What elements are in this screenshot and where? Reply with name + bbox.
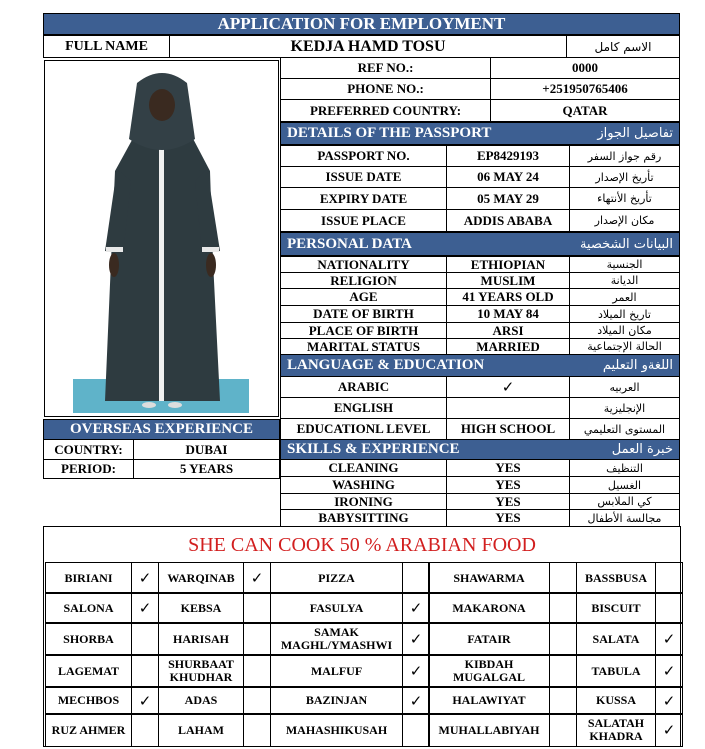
religion-value: MUSLIM [446, 272, 570, 289]
overseas-country-label: COUNTRY: [43, 439, 134, 460]
food-shorba: SHORBA [45, 622, 132, 656]
food-tabula-check-icon: ✓ [655, 654, 683, 688]
overseas-period-label: PERIOD: [43, 459, 134, 479]
issue-date-ar: تأريخ الإصدار [569, 166, 680, 188]
passport-header-ar: تفاصيل الجواز [597, 126, 673, 141]
phone-value: +251950765406 [490, 78, 680, 100]
nationality-ar: الجنسية [569, 256, 680, 273]
full-name-value: KEDJA HAMD TOSU [169, 35, 567, 58]
food-bazinjan: BAZINJAN [270, 686, 403, 715]
food-pizza: PIZZA [270, 562, 403, 594]
dob-value: 10 MAY 84 [446, 305, 570, 323]
pob-ar: مكان الميلاد [569, 322, 680, 339]
food-warqinab: WARQINAB [158, 562, 244, 594]
personal-header-ar: البيانات الشخصية [579, 236, 673, 252]
english-label: ENGLISH [280, 397, 447, 419]
full-name-label: FULL NAME [43, 35, 170, 58]
skills-header [280, 439, 680, 460]
food-makarona: MAKARONA [428, 592, 550, 624]
personal-header-text: PERSONAL DATA [287, 235, 412, 252]
personal-header [280, 232, 680, 256]
full-name-label-ar: الاسم كامل [566, 35, 680, 58]
education-ar: المستوى التعليمي [569, 418, 680, 440]
overseas-header: OVERSEAS EXPERIENCE [43, 419, 280, 440]
arabic-ar: العربيه [569, 376, 680, 398]
marital-value: MARRIED [446, 338, 570, 355]
issue-date-label: ISSUE DATE [280, 166, 447, 188]
food-harisah: HARISAH [158, 622, 244, 656]
food-bassbusa-check-icon [655, 562, 683, 594]
babysitting-label: BABYSITTING [280, 509, 447, 527]
food-shawarma: SHAWARMA [428, 562, 550, 594]
food-kibdah-mugalgal-check-icon [549, 654, 577, 688]
food-halawiyat: HALAWIYAT [428, 686, 550, 715]
cleaning-ar: التنظيف [569, 459, 680, 477]
ref-value: 0000 [490, 57, 680, 79]
food-kebsa-check-icon [243, 592, 271, 624]
language-header [280, 354, 680, 377]
language-header-text: LANGUAGE & EDUCATION [287, 357, 485, 373]
overseas-period-value: 5 YEARS [133, 459, 280, 479]
food-halawiyat-check-icon [549, 686, 577, 715]
food-fatair-check-icon [549, 622, 577, 656]
marital-label: MARITAL STATUS [280, 338, 447, 355]
food-lagemat-check-icon [131, 654, 159, 688]
washing-ar: الغسيل [569, 476, 680, 494]
food-bassbusa: BASSBUSA [576, 562, 656, 594]
person-figure-icon [45, 61, 278, 416]
food-shurbaat-khudhar-check-icon [243, 654, 271, 688]
food-malfuf-check-icon: ✓ [402, 654, 430, 688]
overseas-country-value: DUBAI [133, 439, 280, 460]
food-lagemat: LAGEMAT [45, 654, 132, 688]
food-kussa-check-icon: ✓ [655, 686, 683, 715]
arabic-check-icon: ✓ [446, 376, 570, 398]
age-label: AGE [280, 288, 447, 306]
arabic-label: ARABIC [280, 376, 447, 398]
food-kussa: KUSSA [576, 686, 656, 715]
ref-label: REF NO.: [280, 57, 491, 79]
nationality-value: ETHIOPIAN [446, 256, 570, 273]
food-muhallabiyah: MUHALLABIYAH [428, 713, 550, 747]
pob-label: PLACE OF BIRTH [280, 322, 447, 339]
issue-place-value: ADDIS ABABA [446, 209, 570, 232]
ironing-label: IRONING [280, 493, 447, 510]
page-title: APPLICATION FOR EMPLOYMENT [43, 13, 680, 35]
babysitting-value: YES [446, 509, 570, 527]
dob-ar: تاريخ الميلاد [569, 305, 680, 323]
food-salona-check-icon: ✓ [131, 592, 159, 624]
washing-value: YES [446, 476, 570, 494]
passport-no-ar: رقم جواز السفر [569, 145, 680, 167]
food-adas: ADAS [158, 686, 244, 715]
food-ruz-ahmer-check-icon [131, 713, 159, 747]
food-biriani-check-icon: ✓ [131, 562, 159, 594]
english-ar: الإنجليزية [569, 397, 680, 419]
food-adas-check-icon [243, 686, 271, 715]
education-value: HIGH SCHOOL [446, 418, 570, 440]
food-harisah-check-icon [243, 622, 271, 656]
english-value [446, 397, 570, 419]
expiry-date-label: EXPIRY DATE [280, 187, 447, 210]
preferred-country-label: PREFERRED COUNTRY: [280, 99, 491, 122]
pob-value: ARSI [446, 322, 570, 339]
food-mahashikusah-check-icon [402, 713, 430, 747]
food-ruz-ahmer: RUZ AHMER [45, 713, 132, 747]
language-header-ar: اللغةو التعليم [602, 358, 673, 373]
food-mechbos-check-icon: ✓ [131, 686, 159, 715]
food-warqinab-check-icon: ✓ [243, 562, 271, 594]
food-muhallabiyah-check-icon [549, 713, 577, 747]
cook-title: SHE CAN COOK 50 % ARABIAN FOOD [188, 533, 536, 556]
nationality-label: NATIONALITY [280, 256, 447, 273]
food-samak-maghl-ymashwi-check-icon: ✓ [402, 622, 430, 656]
applicant-photo [44, 60, 279, 417]
food-salatah-khadra-check-icon: ✓ [655, 713, 683, 747]
marital-ar: الحالة الإجتماعية [569, 338, 680, 355]
food-tabula: TABULA [576, 654, 656, 688]
babysitting-ar: مجالسة الأطفال [569, 509, 680, 527]
food-shorba-check-icon [131, 622, 159, 656]
food-salata-check-icon: ✓ [655, 622, 683, 656]
food-laham: LAHAM [158, 713, 244, 747]
ironing-value: YES [446, 493, 570, 510]
food-pizza-check-icon [402, 562, 430, 594]
food-fasulya: FASULYA [270, 592, 403, 624]
food-laham-check-icon [243, 713, 271, 747]
religion-label: RELIGION [280, 272, 447, 289]
ironing-ar: كي الملابس [569, 493, 680, 510]
issue-date-value: 06 MAY 24 [446, 166, 570, 188]
food-kebsa: KEBSA [158, 592, 244, 624]
dob-label: DATE OF BIRTH [280, 305, 447, 323]
food-biriani: BIRIANI [45, 562, 132, 594]
skills-header-ar: خبرة العمل [611, 442, 673, 457]
issue-place-ar: مكان الإصدار [569, 209, 680, 232]
age-value: 41 YEARS OLD [446, 288, 570, 306]
food-mahashikusah: MAHASHIKUSAH [270, 713, 403, 747]
food-fasulya-check-icon: ✓ [402, 592, 430, 624]
food-malfuf: MALFUF [270, 654, 403, 688]
passport-header [280, 122, 680, 145]
food-shurbaat-khudhar: SHURBAAT KHUDHAR [158, 654, 244, 688]
skills-header-text: SKILLS & EXPERIENCE [287, 441, 460, 457]
expiry-date-value: 05 MAY 29 [446, 187, 570, 210]
food-kibdah-mugalgal: KIBDAH MUGALGAL [428, 654, 550, 688]
age-ar: العمر [569, 288, 680, 306]
phone-label: PHONE NO.: [280, 78, 491, 100]
expiry-date-ar: تأريخ الأنتهاء [569, 187, 680, 210]
passport-header-text: DETAILS OF THE PASSPORT [287, 125, 492, 141]
religion-ar: الديانة [569, 272, 680, 289]
food-makarona-check-icon [549, 592, 577, 624]
food-biscuit: BISCUIT [576, 592, 656, 624]
cleaning-label: CLEANING [280, 459, 447, 477]
issue-place-label: ISSUE PLACE [280, 209, 447, 232]
food-salatah-khadra: SALATAH KHADRA [576, 713, 656, 747]
washing-label: WASHING [280, 476, 447, 494]
food-shawarma-check-icon [549, 562, 577, 594]
food-biscuit-check-icon [655, 592, 683, 624]
food-bazinjan-check-icon: ✓ [402, 686, 430, 715]
food-mechbos: MECHBOS [45, 686, 132, 715]
cleaning-value: YES [446, 459, 570, 477]
food-fatair: FATAIR [428, 622, 550, 656]
food-salona: SALONA [45, 592, 132, 624]
food-salata: SALATA [576, 622, 656, 656]
food-samak-maghl-ymashwi: SAMAK MAGHL/YMASHWI [270, 622, 403, 656]
passport-no-value: EP8429193 [446, 145, 570, 167]
preferred-country-value: QATAR [490, 99, 680, 122]
education-label: EDUCATIONL LEVEL [280, 418, 447, 440]
passport-no-label: PASSPORT NO. [280, 145, 447, 167]
